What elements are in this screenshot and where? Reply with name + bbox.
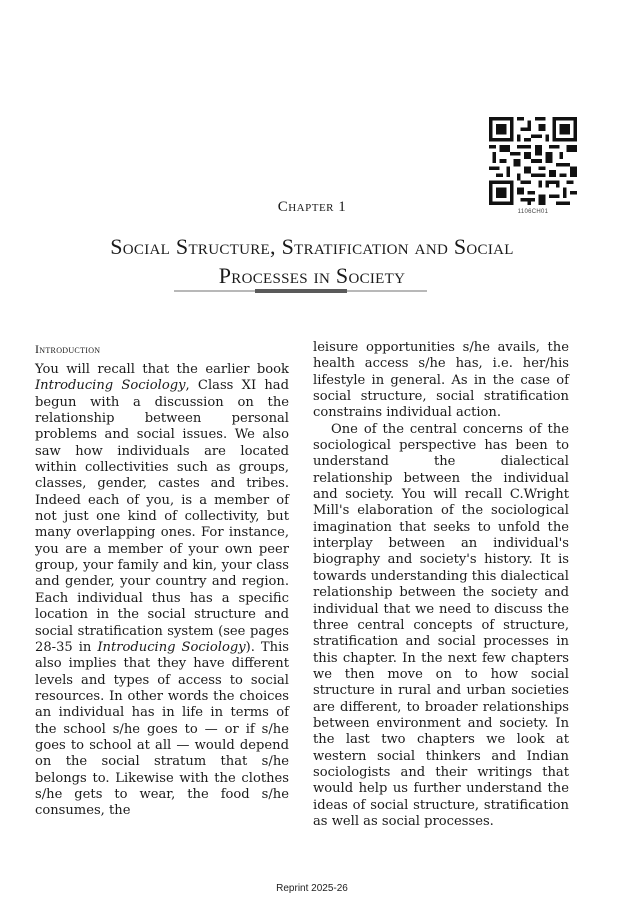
chapter-title-line1: Social Structure, Stratification and Social xyxy=(110,234,514,259)
reprint-footer: Reprint 2025-26 xyxy=(276,883,348,894)
qr-code-label: 1106CH01 xyxy=(517,209,549,215)
chapter-title-line2: Processes in Society xyxy=(218,263,406,288)
chapter-label: Chapter 1 xyxy=(277,199,347,215)
text-run: ). This also implies that they have different levels and types of access to social resources. In other words the choices an individual has in life in terms of the school s/he goes to — or if s/he goes to school at all — would depend on the social stratum that s/he belongs to. Likewise with the clothes s/he gets to wear, the food s/he consumes, the xyxy=(35,639,289,819)
book-title: Introducing Sociology xyxy=(35,378,186,394)
right-column xyxy=(313,340,569,830)
text-run: You will recall that the earlier book xyxy=(35,362,289,377)
paragraph: One of the central concerns of the sociological perspective has been to understand the dialectical relationship between the individual and society. You will recall C.Wright Mill's elaboration of the sociological imagination that seeks to unfold the interplay between an individual's biography and society's history. It is towards understanding this dialectical relationship between the society and individual that we need to discuss the three central concepts of structure, stratification and social processes in this chapter. In the next few chapters we then move on to how social structure in rural and urban societies are different, to broader relationships between environment and society. In the last two chapters we look at western social thinkers and Indian sociologists and their writings that would help us further understand the ideas of social structure, stratification as well as social processes. xyxy=(313,421,569,829)
title-rule-accent xyxy=(255,289,347,293)
paragraph xyxy=(35,362,289,820)
left-column xyxy=(35,362,289,820)
chapter-title xyxy=(0,232,624,290)
text-run: , Class XI had begun with a discussion on the relationship between personal problems and social issues. We also saw how individuals are located within collectivities such as groups, classes, gender, castes and tribes. Indeed each of you, is a member of not just one kind of collectivity, but many overlapping ones. For instance, you are a member of your own peer group, your family and kin, your class and gender, your country and region. Each individual thus has a specific location in the social structure and social stratification system (see pages 28-35 in xyxy=(35,378,289,655)
book-title: Introducing Sociology xyxy=(97,639,246,655)
qr-code-image xyxy=(489,117,577,205)
section-heading: Introduction xyxy=(35,342,101,356)
paragraph: leisure opportunities s/he avails, the health access s/he has, i.e. her/his lifestyle in general. As in the case of social structure, social stratification constrains individual action. xyxy=(313,340,569,421)
